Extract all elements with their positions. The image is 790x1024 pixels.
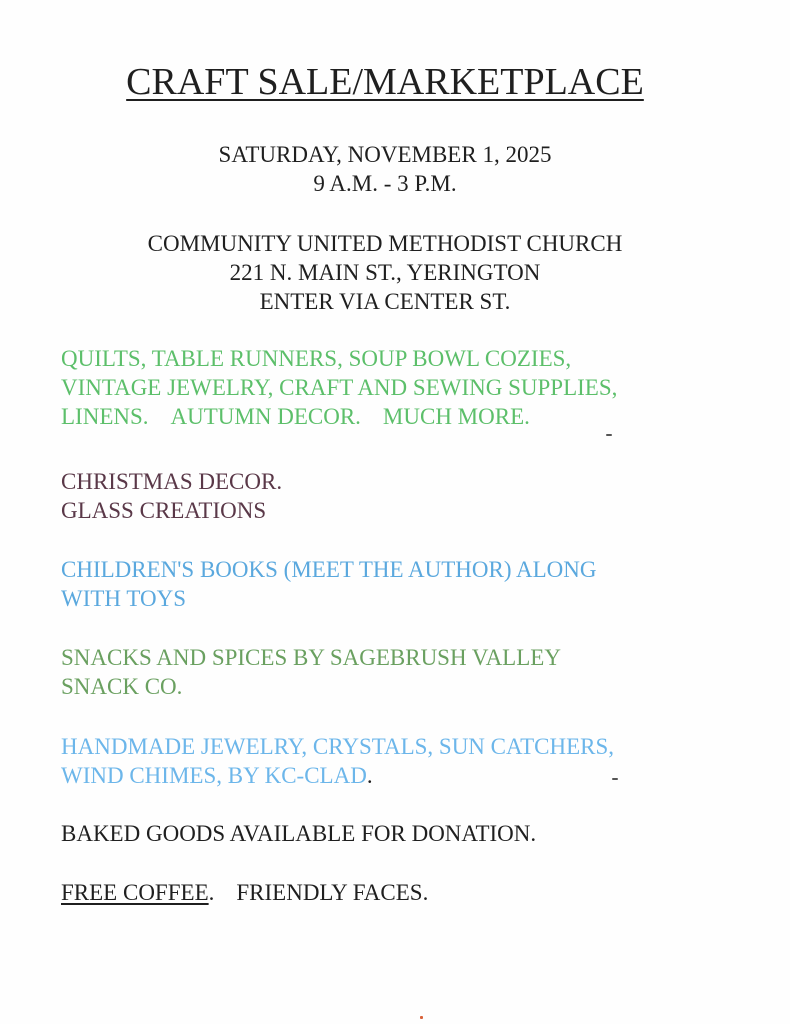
christmas-line-1: CHRISTMAS DECOR. (61, 469, 283, 494)
venue-name: COMMUNITY UNITED METHODIST CHURCH (147, 231, 623, 256)
baked-goods-line: BAKED GOODS AVAILABLE FOR DONATION. (61, 821, 537, 846)
christmas-line-2: GLASS CREATIONS (61, 498, 267, 523)
baked-goods-section (61, 819, 761, 848)
snacks-line-2: SNACK CO. (61, 674, 183, 699)
snacks-line-1: SNACKS AND SPICES BY SAGEBRUSH VALLEY (61, 645, 561, 670)
venue-address: 221 N. MAIN ST., YERINGTON (229, 260, 541, 285)
scan-speck (612, 778, 618, 780)
location-block (0, 229, 770, 316)
jewelry-section (61, 732, 761, 790)
friendly-faces: FRIENDLY FACES. (236, 880, 429, 905)
flyer-title: CRAFT SALE/MARKETPLACE (126, 61, 644, 103)
items-list (61, 344, 761, 431)
books-line-2: WITH TOYS (61, 586, 187, 611)
items-line-3: LINENS. AUTUMN DECOR. MUCH MORE. (61, 404, 530, 429)
items-line-1: QUILTS, TABLE RUNNERS, SOUP BOWL COZIES, (61, 346, 572, 371)
date-block (0, 140, 770, 198)
books-section (61, 555, 761, 613)
items-line-2: VINTAGE JEWELRY, CRAFT AND SEWING SUPPLIES, (61, 375, 618, 400)
christmas-section (61, 467, 761, 525)
closing-section (61, 878, 761, 907)
jewelry-line-1: HANDMADE JEWELRY, CRYSTALS, SUN CATCHERS, (61, 734, 614, 759)
scan-speck (606, 434, 612, 436)
jewelry-line-2: WIND CHIMES, BY KC-CLAD. (61, 763, 373, 788)
closing-line: FREE COFFEE. FRIENDLY FACES. (61, 880, 429, 905)
event-hours: 9 A.M. - 3 P.M. (313, 171, 457, 196)
books-line-1: CHILDREN'S BOOKS (MEET THE AUTHOR) ALONG (61, 557, 597, 582)
event-date: SATURDAY, NOVEMBER 1, 2025 (218, 142, 552, 167)
venue-entrance: ENTER VIA CENTER ST. (259, 289, 511, 314)
snacks-section (61, 643, 761, 701)
free-coffee: FREE COFFEE (61, 880, 209, 905)
scan-speck (420, 1016, 423, 1019)
